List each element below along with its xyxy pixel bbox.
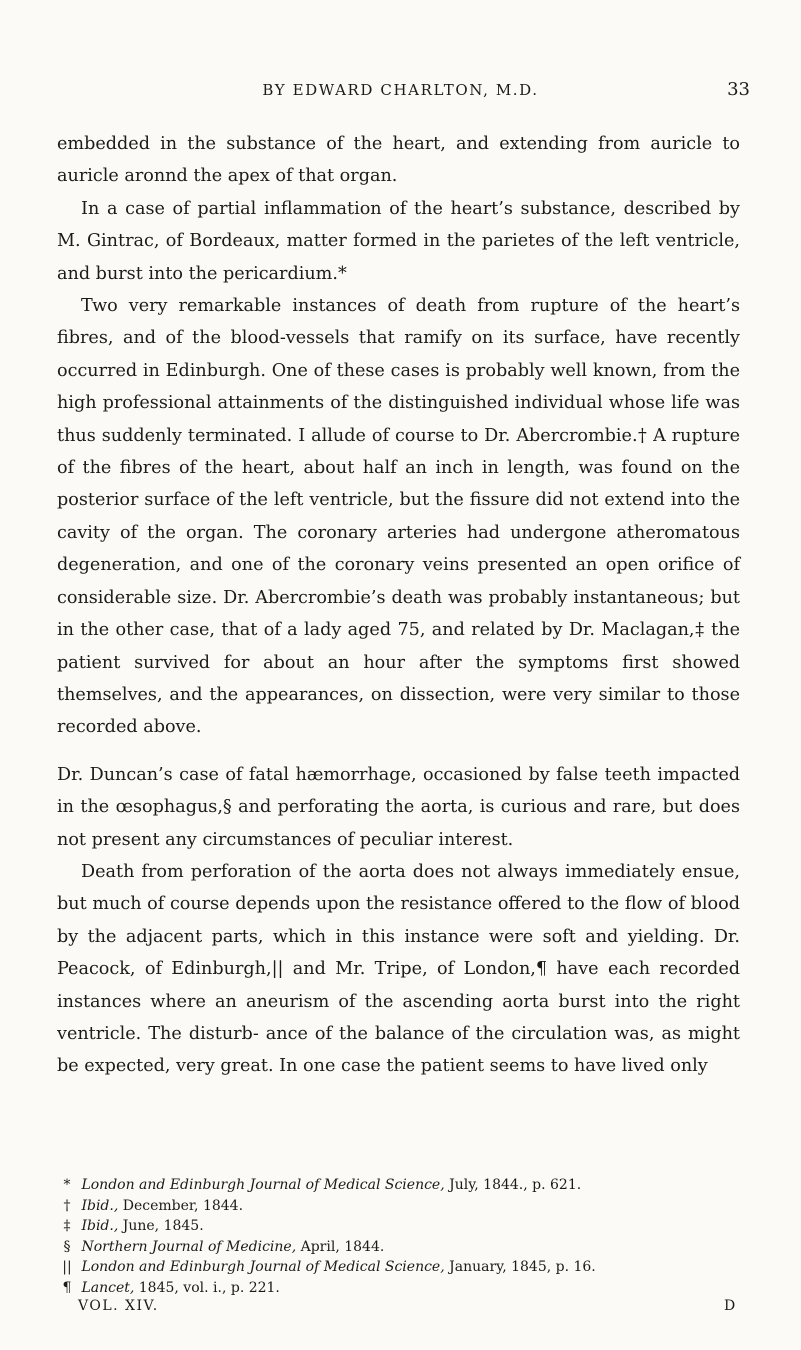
footnote	[57, 1237, 747, 1258]
footnote-source: London and Edinburgh Journal of Medical Science,	[81, 1259, 445, 1276]
footnote-detail: July, 1844., p. 621.	[444, 1177, 582, 1193]
footnote	[57, 1257, 747, 1278]
volume-label: VOL. XIV.	[78, 1298, 159, 1314]
paragraph: Death from perforation of the aorta does not always immediately ensue, but much of course depends upon the resistance offered to the flow of blood by the adjacent parts, which in this instance were soft and yielding. Dr. Peacock, of Edinburgh,|| and Mr. Tripe, of London,¶ have each recorded instances where an aneurism of the ascending aorta burst into the right ventricle. The disturb- ance of the balance of the circulation was, as might be expected, very great. In one case the patient seems to have lived only	[57, 861, 740, 1077]
footnote-mark: ||	[62, 1259, 72, 1276]
footnote	[57, 1196, 747, 1217]
footnote	[57, 1175, 747, 1196]
signature-line	[0, 1298, 801, 1322]
footnote-source: Ibid.,	[81, 1197, 119, 1214]
footnote-detail: December, 1844.	[118, 1197, 244, 1214]
running-title: BY EDWARD CHARLTON, M.D.	[262, 81, 539, 99]
footnote-mark: *	[63, 1177, 71, 1193]
footnotes	[57, 1175, 747, 1299]
footnote-mark: ‡	[63, 1218, 71, 1235]
footnote-mark: ¶	[62, 1279, 72, 1296]
paragraph: Dr. Duncan’s case of fatal hæmorrhage, occasioned by false teeth impacted in the œsophagus,§ and perforating the aorta, is curious and rare, but does not present any circumstances of peculiar interest.	[57, 764, 740, 850]
footnote-detail: June, 1845.	[118, 1218, 204, 1235]
footnote-source: Ibid.,	[81, 1218, 119, 1235]
footnote-mark: §	[63, 1238, 71, 1255]
signature-mark: D	[724, 1298, 736, 1314]
running-head	[0, 81, 801, 109]
paragraph: Two very remarkable instances of death from rupture of the heart’s fibres, and of the blood-vessels that ramify on its surface, have recently occurred in Edinburgh. One of these cases is probably well known, from the high professional attainments of the distinguished individual whose life was thus suddenly terminated. I allude of course to Dr. Abercrombie.† A rupture of the fibres of the heart, about half an inch in length, was found on the posterior surface of the left ventricle, but the fissure did not extend into the cavity of the organ. The coronary arteries had undergone atheromatous degeneration, and one of the coronary veins presented an open orifice of considerable size. Dr. Abercrombie’s death was probably instantaneous; but in the other case, that of a lady aged 75, and related by Dr. Maclagan,‡ the patient survived for about an hour after the symptoms first showed themselves, and the appearances, on dissection, were very similar to those recorded above.	[57, 296, 740, 738]
footnote-detail: 1845, vol. i., p. 221.	[134, 1279, 280, 1296]
paragraph: In a case of partial inflammation of the heart’s substance, described by M. Gintrac, of Bordeaux, matter formed in the parietes of the left ventricle, and burst into the pericardium.*	[57, 198, 740, 284]
paragraph: embedded in the substance of the heart, and extending from auricle to auricle aronnd the apex of that organ.	[57, 134, 740, 187]
footnote-source: Northern Journal of Medicine,	[81, 1238, 297, 1255]
footnote-detail: April, 1844.	[296, 1238, 385, 1255]
footnote-detail: January, 1845, p. 16.	[444, 1259, 596, 1276]
footnote-source: London and Edinburgh Journal of Medical Science,	[81, 1177, 445, 1193]
footnote	[57, 1278, 747, 1299]
footnote-mark: †	[63, 1197, 71, 1214]
body-text	[57, 128, 740, 1083]
footnote-source: Lancet,	[81, 1279, 135, 1296]
footnote	[57, 1216, 747, 1237]
page-number: 33	[727, 79, 750, 100]
